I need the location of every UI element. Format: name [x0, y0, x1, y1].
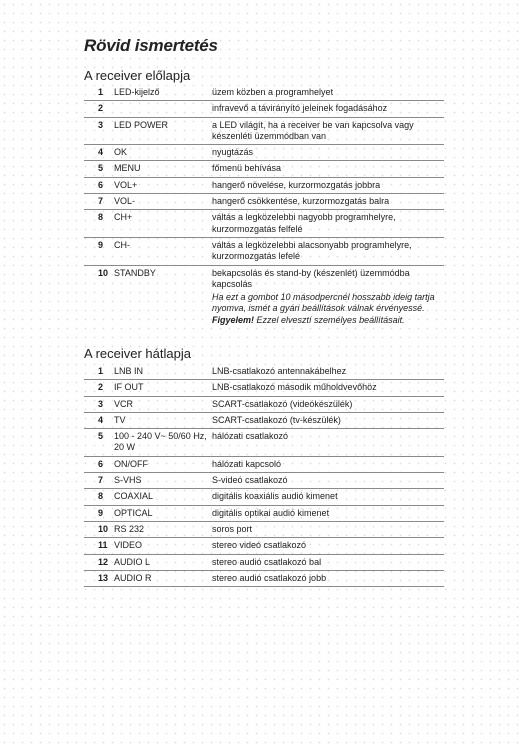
row-description-text: soros port	[212, 523, 253, 534]
row-description	[212, 163, 444, 174]
row-description-text: infravevő a távirányító jeleinek fogadásához	[212, 103, 388, 114]
row-number: 5	[98, 163, 104, 174]
row-name: 100 - 240 V~ 50/60 Hz, 20 W	[114, 431, 207, 453]
row-description	[212, 382, 444, 393]
row-name: AUDIO L	[114, 556, 151, 567]
row-description-text: digitális koaxiális audió kimenet	[212, 491, 338, 502]
row-name: S-VHS	[114, 475, 142, 486]
row-name: AUDIO R	[114, 572, 152, 583]
row-description-text: főmenü behívása	[212, 163, 282, 174]
row-name: IF OUT	[114, 382, 144, 393]
row-number: 6	[98, 458, 104, 469]
table-row	[84, 380, 444, 396]
row-description	[212, 399, 444, 410]
front-panel-table	[84, 85, 444, 328]
row-description	[212, 557, 444, 568]
table-row	[84, 457, 444, 473]
row-description-text: stereo videó csatlakozó	[212, 540, 307, 551]
row-name: LED POWER	[114, 119, 169, 130]
row-description-text: a LED világít, ha a receiver be van kapcsolva vagy készenléti üzemmódban van	[212, 119, 414, 141]
table-row	[84, 522, 444, 538]
row-number: 7	[98, 196, 104, 207]
row-name: ON/OFF	[114, 458, 148, 469]
row-number: 9	[98, 507, 104, 518]
row-number: 1	[98, 366, 104, 376]
table-row	[84, 429, 444, 457]
row-description	[212, 524, 444, 535]
row-name: OK	[114, 147, 128, 158]
row-description-text: bekapcsolás és stand-by (készenlét) üzemmódba kapcsolás	[212, 267, 410, 289]
row-name: VOL+	[114, 179, 138, 190]
table-row	[84, 473, 444, 489]
row-number: 4	[98, 414, 104, 425]
front-panel-heading: A receiver előlapja	[84, 68, 191, 83]
row-description	[212, 431, 444, 454]
row-number: 2	[98, 103, 104, 114]
row-name: RS 232	[114, 523, 145, 534]
row-number: 4	[98, 147, 104, 158]
row-name	[114, 103, 212, 114]
table-row	[84, 555, 444, 571]
row-name: OPTICAL	[114, 507, 153, 518]
row-number: 8	[98, 491, 104, 502]
table-row	[84, 101, 444, 117]
table-row	[84, 364, 444, 380]
table-row	[84, 266, 444, 328]
note-text: Ha ezt a gombot 10 másodpercnél hosszabb ideig tartja nyomva, ismét a gyári beállítások válnak érvényessé.	[212, 292, 435, 314]
back-panel-heading: A receiver hátlapja	[84, 346, 191, 361]
row-description	[212, 573, 444, 584]
row-number: 5	[98, 431, 104, 442]
row-description-text: hangerő csökkentése, kurzormozgatás balra	[212, 196, 390, 207]
row-number: 10	[98, 267, 109, 278]
row-number: 13	[98, 572, 109, 583]
table-row	[84, 194, 444, 210]
row-number: 9	[98, 239, 104, 250]
row-description	[212, 268, 444, 326]
row-number: 1	[98, 87, 104, 97]
row-description	[212, 147, 444, 158]
row-description-text: stereo audió csatlakozó bal	[212, 556, 322, 567]
table-row	[84, 506, 444, 522]
row-number: 10	[98, 523, 109, 534]
row-description-text: LNB-csatlakozó második műholdvevőhöz	[212, 382, 377, 393]
row-name: CH+	[114, 212, 133, 223]
row-number: 8	[98, 212, 104, 223]
row-description	[212, 540, 444, 551]
page-title: Rövid ismertetés	[84, 36, 218, 55]
note-tail: Ezzel elvesztí személyes beállításait.	[256, 314, 405, 325]
row-name: LED-kijelző	[114, 87, 160, 97]
row-number: 11	[98, 540, 108, 551]
row-number: 3	[98, 398, 104, 409]
row-description	[212, 180, 444, 191]
row-name: VOL-	[114, 196, 136, 207]
row-number: 3	[98, 119, 104, 130]
row-description	[212, 212, 444, 235]
row-description-text: hangerő növelése, kurzormozgatás jobbra	[212, 179, 381, 190]
table-row	[84, 413, 444, 429]
row-description-text: hálózati kapcsoló	[212, 458, 282, 469]
row-description-text: váltás a legközelebbi nagyobb programhelyre, kurzormozgatás felfelé	[212, 212, 396, 234]
table-row	[84, 538, 444, 554]
row-description	[212, 120, 444, 143]
row-name: CH-	[114, 239, 130, 250]
row-description	[212, 475, 444, 486]
row-number: 7	[98, 475, 104, 486]
row-description	[212, 87, 444, 98]
row-description-text: SCART-csatlakozó (tv-készülék)	[212, 414, 341, 425]
row-description-text: digitális optikai audió kimenet	[212, 507, 330, 518]
row-description	[212, 491, 444, 502]
row-name: VCR	[114, 398, 134, 409]
row-description	[212, 508, 444, 519]
table-row	[84, 145, 444, 161]
row-description-text: váltás a legközelebbi alacsonyabb programhelyre, kurzormozgatás lefelé	[212, 239, 412, 262]
row-description	[212, 366, 444, 377]
row-description-text: S-videó csatlakozó	[212, 475, 288, 486]
row-description-text: üzem közben a programhelyet	[212, 87, 334, 97]
row-name: VIDEO	[114, 540, 143, 551]
note-warning: Figyelem!	[212, 314, 255, 325]
table-row	[84, 210, 444, 238]
row-name: MENU	[114, 163, 141, 174]
row-name: LNB IN	[114, 366, 144, 376]
row-name: TV	[114, 414, 126, 425]
row-name: STANDBY	[114, 267, 156, 278]
row-description	[212, 240, 444, 263]
row-description-text: SCART-csatlakozó (videókészülék)	[212, 398, 353, 409]
table-row	[84, 161, 444, 177]
row-number: 2	[98, 382, 104, 393]
table-row	[84, 118, 444, 146]
table-row	[84, 397, 444, 413]
row-description	[212, 415, 444, 426]
row-number: 6	[98, 179, 104, 190]
row-number: 12	[98, 556, 109, 567]
row-description-text: LNB-csatlakozó antennakábelhez	[212, 366, 347, 376]
table-row	[84, 85, 444, 101]
row-description	[212, 103, 444, 114]
table-row	[84, 489, 444, 505]
row-description	[212, 196, 444, 207]
row-name: COAXIAL	[114, 491, 154, 502]
row-description	[212, 459, 444, 470]
table-row	[84, 178, 444, 194]
table-row	[84, 238, 444, 266]
back-panel-table	[84, 364, 444, 587]
row-description-text: hálózati csatlakozó	[212, 431, 289, 442]
table-row	[84, 571, 444, 587]
row-description-text: nyugtázás	[212, 147, 254, 158]
standby-note	[212, 292, 444, 326]
row-description-text: stereo audió csatlakozó jobb	[212, 572, 327, 583]
